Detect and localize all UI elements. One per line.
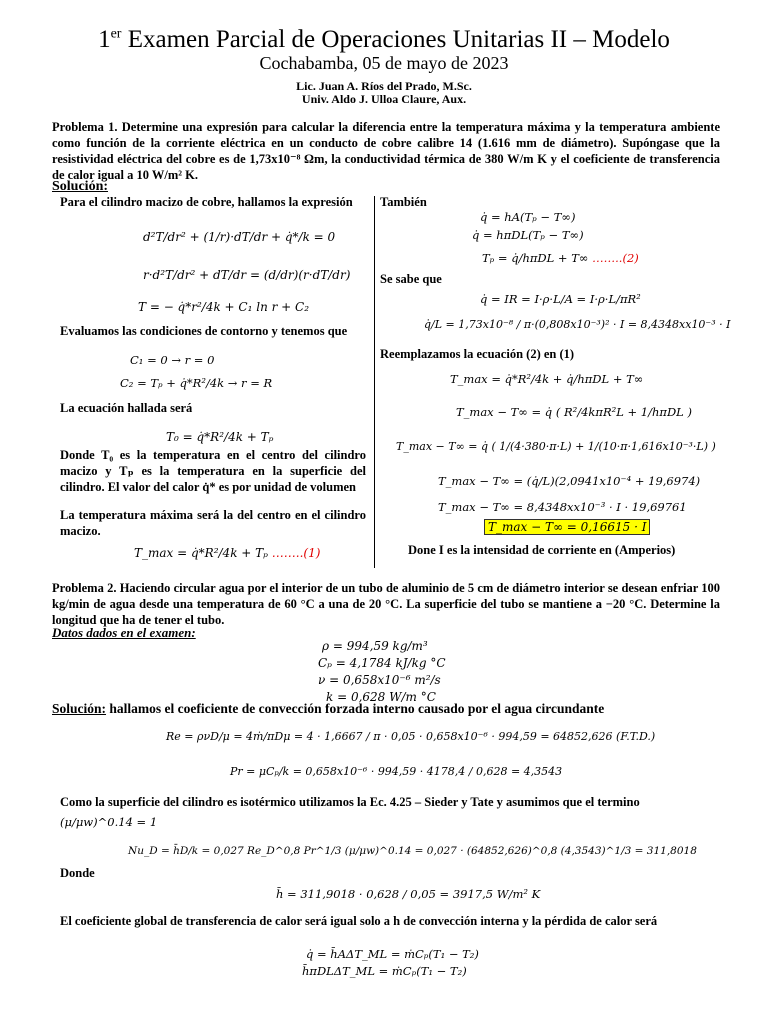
eq-tag-1: ……..(1) [271, 546, 321, 560]
dato-density: ρ = 994,59 kg/m³ [322, 639, 428, 653]
tambien-text: También [380, 195, 427, 209]
title-superscript: er [110, 26, 122, 42]
problem1-label: Problema 1. [52, 120, 118, 134]
page-title [0, 26, 768, 54]
problem1-solution-label: Solución: [52, 179, 109, 194]
author-assistant: Univ. Aldo J. Ulloa Claure, Aux. [301, 92, 467, 106]
current-note: Done I es la intensidad de corriente en (Amperios) [408, 543, 676, 557]
eq-bc1: C₁ = 0 → r = 0 [130, 353, 215, 367]
datos-label: Datos dados en el examen: [52, 625, 196, 640]
eq-viscosity-ratio: (μ/μw)^0.14 = 1 [60, 815, 158, 829]
problem2-label: Problema 2. [52, 581, 117, 595]
problem2-statement [52, 580, 720, 628]
eq-surface-temp-body: Tₚ = q̇/hπDL + T∞ [482, 251, 589, 265]
eq-tmax-diff-1: T_max − T∞ = q̇ ( R²/4kπR²L + 1/hπDL ) [456, 405, 692, 419]
eq-heat-loss-2: h̄πDLΔT_ML = ṁCₚ(T₁ − T₂) [302, 964, 467, 978]
eq-prandtl: Pr = μCₚ/k = 0,658x10⁻⁶ · 994,59 · 4178,4 / 0,628 = 4,3543 [230, 765, 563, 778]
problem1-text: Determine una expresión para calcular la diferencia entre la temperatura máxima y la temperatura ambiente como función de la corriente eléctrica en un conducto de cobre calibre 14 (1.616 mm de diámetro). Supóngase que la resistividad eléctrica del cobre es de 1,73x10⁻⁸ Ωm, la conductividad térmica de 380 W/m K y el coeficiente de transferencia de calor igual a 10 W/m² K. [52, 120, 720, 182]
eq-found-text: La ecuación hallada será [60, 401, 193, 415]
column-divider [374, 196, 375, 568]
eq-heat-loss-1: q̇ = h̄AΔT_ML = ṁCₚ(T₁ − T₂) [306, 947, 479, 961]
problem2-solution-line [52, 701, 604, 717]
eq-max-temp-body: T_max = q̇*R²/4k + Tₚ [134, 546, 268, 560]
global-text: El coeficiente global de transferencia de calor será igual solo a h de convección interna y la pérdida de calor será [60, 914, 658, 928]
author-professor: Lic. Juan A. Ríos del Prado, M.Sc. [296, 79, 472, 93]
title-ordinal: 1 [98, 26, 111, 53]
eq-tmax-diff-3: T_max − T∞ = (q̇/L)(2,0941x10⁻⁴ + 19,6974) [438, 474, 701, 488]
eq-h-coefficient: h̄ = 311,9018 · 0,628 / 0,05 = 3917,5 W/m² K [276, 887, 541, 901]
eq-center-temp: T₀ = q̇*R²/4k + Tₚ [166, 430, 274, 444]
se-sabe-text: Se sabe que [380, 272, 442, 286]
eq-max-temp [134, 546, 320, 560]
eq-nusselt: Nu_D = h̄D/k = 0,027 Re_D^0,8 Pr^1/3 (μ/μw)^0.14 = 0,027 · (64852,626)^0,8 (4,3543)^1/3 = 311,8018 [128, 845, 697, 857]
dato-cp: Cₚ = 4,1784 kJ/kg °C [318, 656, 446, 670]
problem2-text: Haciendo circular agua por el interior de un tubo de aluminio de 5 cm de diámetro interior se desean enfriar 100 kg/min de agua desde una temperatura de 60 °C a una de 20 °C. La superficie del tubo se mantiene a −20 °C. Determine la longitud que ha de tener el tubo. [52, 581, 721, 627]
iso-text: Como la superficie del cilindro es isotérmico utilizamos la Ec. 4.25 – Sieder y Tate y asumimos que el termino [60, 795, 640, 809]
bc-text: Evaluamos las condiciones de contorno y tenemos que [60, 324, 348, 338]
left-intro: Para el cilindro macizo de cobre, hallamos la expresión [60, 195, 353, 209]
eq-tmax-diff-2: T_max − T∞ = q̇ ( 1/(4·380·π·L) + 1/(10·π·1,616x10⁻³·L) ) [396, 440, 716, 453]
title-text: Examen Parcial de Operaciones Unitarias II – Modelo [121, 26, 670, 53]
dato-viscosity: ν = 0,658x10⁻⁶ m²/s [318, 673, 441, 687]
page-subtitle: Cochabamba, 05 de mayo de 2023 [259, 53, 509, 73]
result-box: T_max − T∞ = 0,16615 · I [484, 519, 650, 535]
eq-conv-1: q̇ = hA(Tₚ − T∞) [480, 210, 576, 224]
problem2-solution-text: hallamos el coeficiente de convección forzada interno causado por el agua circundante [106, 701, 605, 716]
dato-k: k = 0,628 W/m °C [326, 690, 436, 704]
reemplazamos-text: Reemplazamos la ecuación (2) en (1) [380, 347, 575, 361]
eq-q-per-length: q̇/L = 1,73x10⁻⁸ / π·(0,808x10⁻³)² · I = 8,4348xx10⁻³ · I [424, 318, 731, 331]
eq-tmax-diff-4: T_max − T∞ = 8,4348xx10⁻³ · I · 19,69761 [438, 500, 687, 514]
eq-conv-2: q̇ = hπDL(Tₚ − T∞) [472, 228, 584, 242]
eq-tag-2: ……..(2) [592, 251, 639, 265]
problem1-statement [52, 119, 720, 183]
desc-text: Donde T₀ es la temperatura en el centro del cilindro macizo y Tₚ es la temperatura en la superficie del cilindro. El valor del calor q̇* es por unidad de volumen [60, 448, 366, 494]
eq-reynolds: Re = ρνD/μ = 4ṁ/πDμ = 4 · 1,6667 / π · 0,05 · 0,658x10⁻⁶ · 994,59 = 64852,626 (F.T.D.) [166, 730, 656, 743]
problem2-solution-label: Solución: [52, 701, 107, 716]
eq-general-solution: T = − q̇*r²/4k + C₁ ln r + C₂ [138, 300, 310, 314]
eq-bc2: C₂ = Tₚ + q̇*R²/4k → r = R [120, 376, 273, 390]
eq-derivative-identity: r·d²T/dr² + dT/dr = (d/dr)(r·dT/dr) [143, 268, 351, 282]
eq-heat-diff: d²T/dr² + (1/r)·dT/dr + q̇*/k = 0 [143, 230, 336, 244]
eq-surface-temp [482, 251, 639, 265]
max-temp-text: La temperatura máxima será la del centro en el cilindro macizo. [60, 508, 366, 538]
eq-ohm: q̇ = IR = I·ρ·L/A = I·ρ·L/πR² [480, 292, 641, 306]
donde-text: Donde [60, 866, 95, 880]
eq-tmax-sub: T_max = q̇*R²/4k + q̇/hπDL + T∞ [450, 372, 644, 386]
